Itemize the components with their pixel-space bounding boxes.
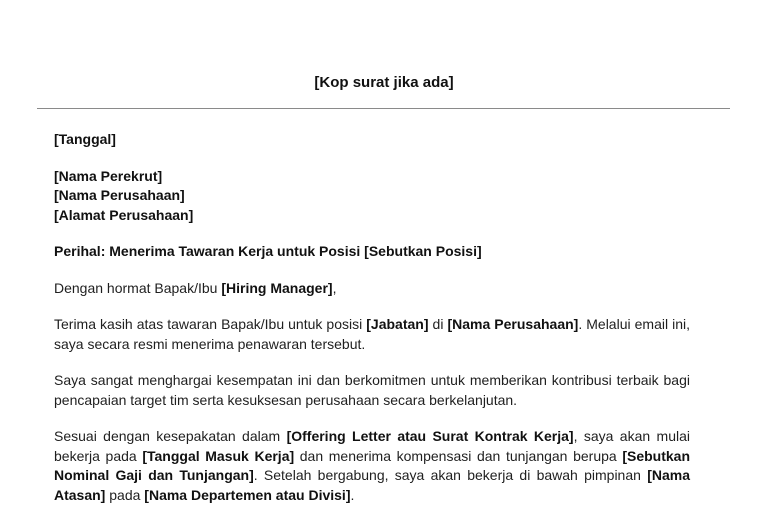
text-run: .: [350, 486, 355, 503]
placeholder-supervisor: [Nama Atasan]: [54, 467, 690, 503]
company-name: [Nama Perusahaan]: [54, 187, 185, 203]
salutation-prefix: Dengan hormat Bapak/Ibu: [54, 279, 222, 296]
spacer: [54, 354, 690, 371]
placeholder-position: [Jabatan]: [366, 316, 429, 332]
text-run: dan menerima kompensasi dan tunjangan berupa: [294, 447, 623, 464]
text-run: . Setelah bergabung, saya akan bekerja di bawah pimpinan: [253, 467, 648, 483]
paragraph-commitment: Saya sangat menghargai kesempatan ini dan berkomitmen untuk memberikan kontribusi terbaik bagi pencapaian target tim serta kesuksesan perusahaan secara berkelanjutan.: [54, 372, 690, 408]
placeholder-offer-letter: [Offering Letter atau Surat Kontrak Kerja]: [286, 428, 574, 444]
paragraph-acceptance: [54, 315, 690, 354]
spacer: [54, 262, 690, 279]
letter-subject: Perihal: Menerima Tawaran Kerja untuk Posisi [Sebutkan Posisi]: [54, 243, 482, 259]
spacer: [54, 150, 690, 167]
paragraph-terms: [54, 427, 690, 505]
letterhead-title: [Kop surat jika ada]: [314, 74, 454, 91]
salutation: [54, 279, 690, 299]
letterhead-divider: [37, 108, 730, 109]
spacer: [54, 225, 690, 242]
text-run: Terima kasih atas tawaran Bapak/Ibu untuk posisi: [54, 316, 367, 332]
placeholder-start-date: [Tanggal Masuk Kerja]: [142, 447, 295, 464]
text-run: . Melalui email ini, saya secara resmi menerima penawaran tersebut.: [54, 316, 691, 352]
company-address: [Alamat Perusahaan]: [54, 206, 194, 223]
spacer: [54, 298, 690, 315]
recruiter-name: [Nama Perekrut]: [54, 167, 163, 184]
salutation-recipient: [Hiring Manager]: [221, 279, 333, 296]
salutation-suffix: ,: [332, 279, 337, 296]
letter-body: [54, 130, 690, 505]
text-run: di: [428, 316, 448, 332]
placeholder-company: [Nama Perusahaan]: [447, 316, 579, 332]
placeholder-department: [Nama Departemen atau Divisi]: [144, 486, 351, 503]
text-run: , saya akan mulai bekerja pada: [54, 428, 690, 464]
text-run: Sesuai dengan kesepakatan dalam: [54, 428, 287, 444]
placeholder-salary: [Sebutkan Nominal Gaji dan Tunjangan]: [54, 447, 691, 483]
letter-date: [Tanggal]: [54, 131, 116, 147]
text-run: pada: [105, 486, 145, 503]
spacer: [54, 410, 690, 427]
